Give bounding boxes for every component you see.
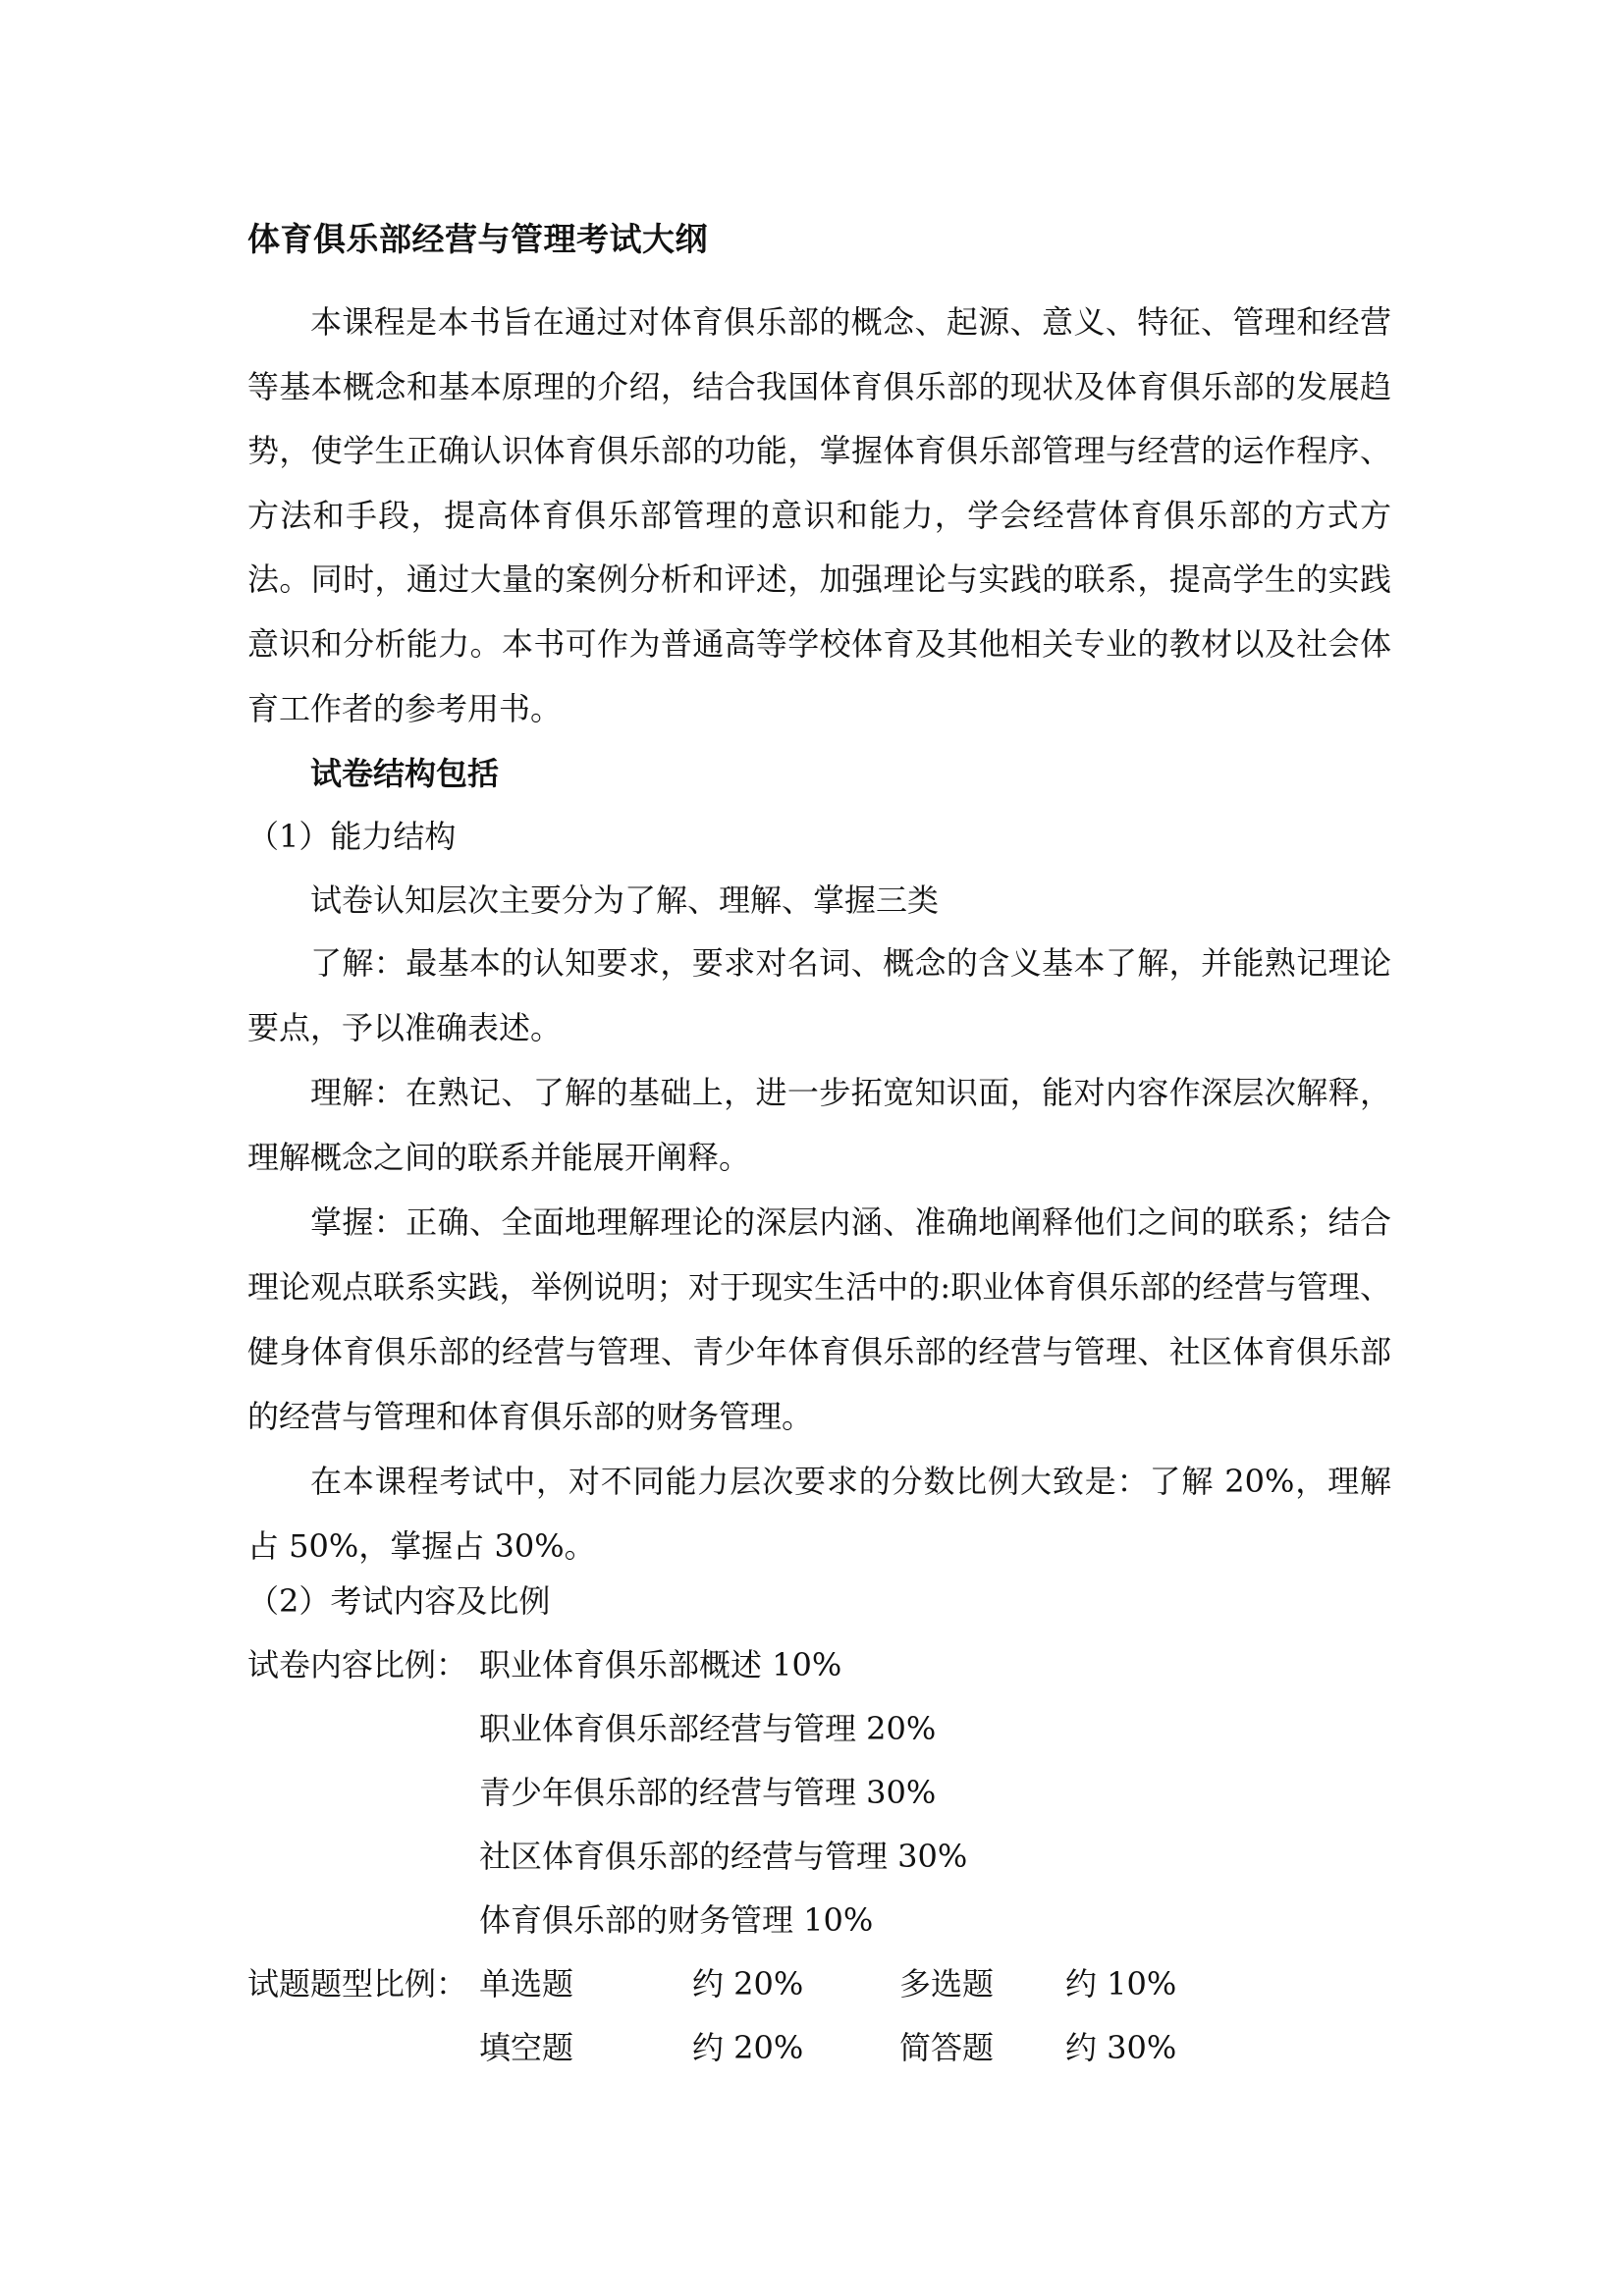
comprehend-paragraph: 理解：在熟记、了解的基础上，进一步拓宽知识面，能对内容作深层次解释，理解概念之间的联系并能展开阐释。 [247,1074,1391,1176]
levels-line: 试卷认知层次主要分为了解、理解、掌握三类 [310,881,940,919]
section2-heading: （2）考试内容及比例 [247,1582,551,1620]
question-type-label: 试题题型比例： [247,1965,468,2002]
ratio-paragraph: 在本课程考试中，对不同能力层次要求的分数比例大致是：了解 20%，理解占 50%，掌握占 30%。 [247,1463,1391,1565]
structure-heading: 试卷结构包括 [310,755,500,792]
question-type-percent: 约 10% [1065,1965,1177,2002]
question-type-name: 简答题 [899,2029,995,2066]
content-item: 青少年俱乐部的经营与管理 30% [479,1774,937,1811]
understand-paragraph: 了解：最基本的认知要求，要求对名词、概念的含义基本了解，并能熟记理论要点，予以准确表述。 [247,944,1391,1046]
content-item: 体育俱乐部的财务管理 10% [479,1901,874,1939]
master-paragraph: 掌握：正确、全面地理解理论的深层内涵、准确地阐释他们之间的联系；结合理论观点联系实践，举例说明；对于现实生活中的:职业体育俱乐部的经营与管理、健身体育俱乐部的经营与管理、青少年体育俱乐部的经营与管理、社区体育俱乐部的经营与管理和体育俱乐部的财务管理。 [247,1203,1391,1435]
question-type-percent: 约 20% [692,2029,804,2066]
content-item: 社区体育俱乐部的经营与管理 30% [479,1838,968,1875]
content-item: 职业体育俱乐部概述 10% [479,1646,842,1683]
question-type-name: 多选题 [899,1965,995,2002]
question-type-percent: 约 30% [1065,2029,1177,2066]
question-type-percent: 约 20% [692,1965,804,2002]
question-type-name: 填空题 [479,2029,574,2066]
content-ratio-label: 试卷内容比例： [247,1646,468,1683]
intro-paragraph: 本课程是本书旨在通过对体育俱乐部的概念、起源、意义、特征、管理和经营等基本概念和基本原理的介绍，结合我国体育俱乐部的现状及体育俱乐部的发展趋势，使学生正确认识体育俱乐部的功能，掌握体育俱乐部管理与经营的运作程序、方法和手段，提高体育俱乐部管理的意识和能力，学会经营体育俱乐部的方式方法。同时，通过大量的案例分析和评述，加强理论与实践的联系，提高学生的实践意识和分析能力。本书可作为普通高等学校体育及其他相关专业的教材以及社会体育工作者的参考用书。 [247,303,1391,727]
document-title: 体育俱乐部经营与管理考试大纲 [247,220,708,258]
section1-heading: （1）能力结构 [247,818,457,855]
question-type-name: 单选题 [479,1965,574,2002]
content-item: 职业体育俱乐部经营与管理 20% [479,1710,937,1747]
